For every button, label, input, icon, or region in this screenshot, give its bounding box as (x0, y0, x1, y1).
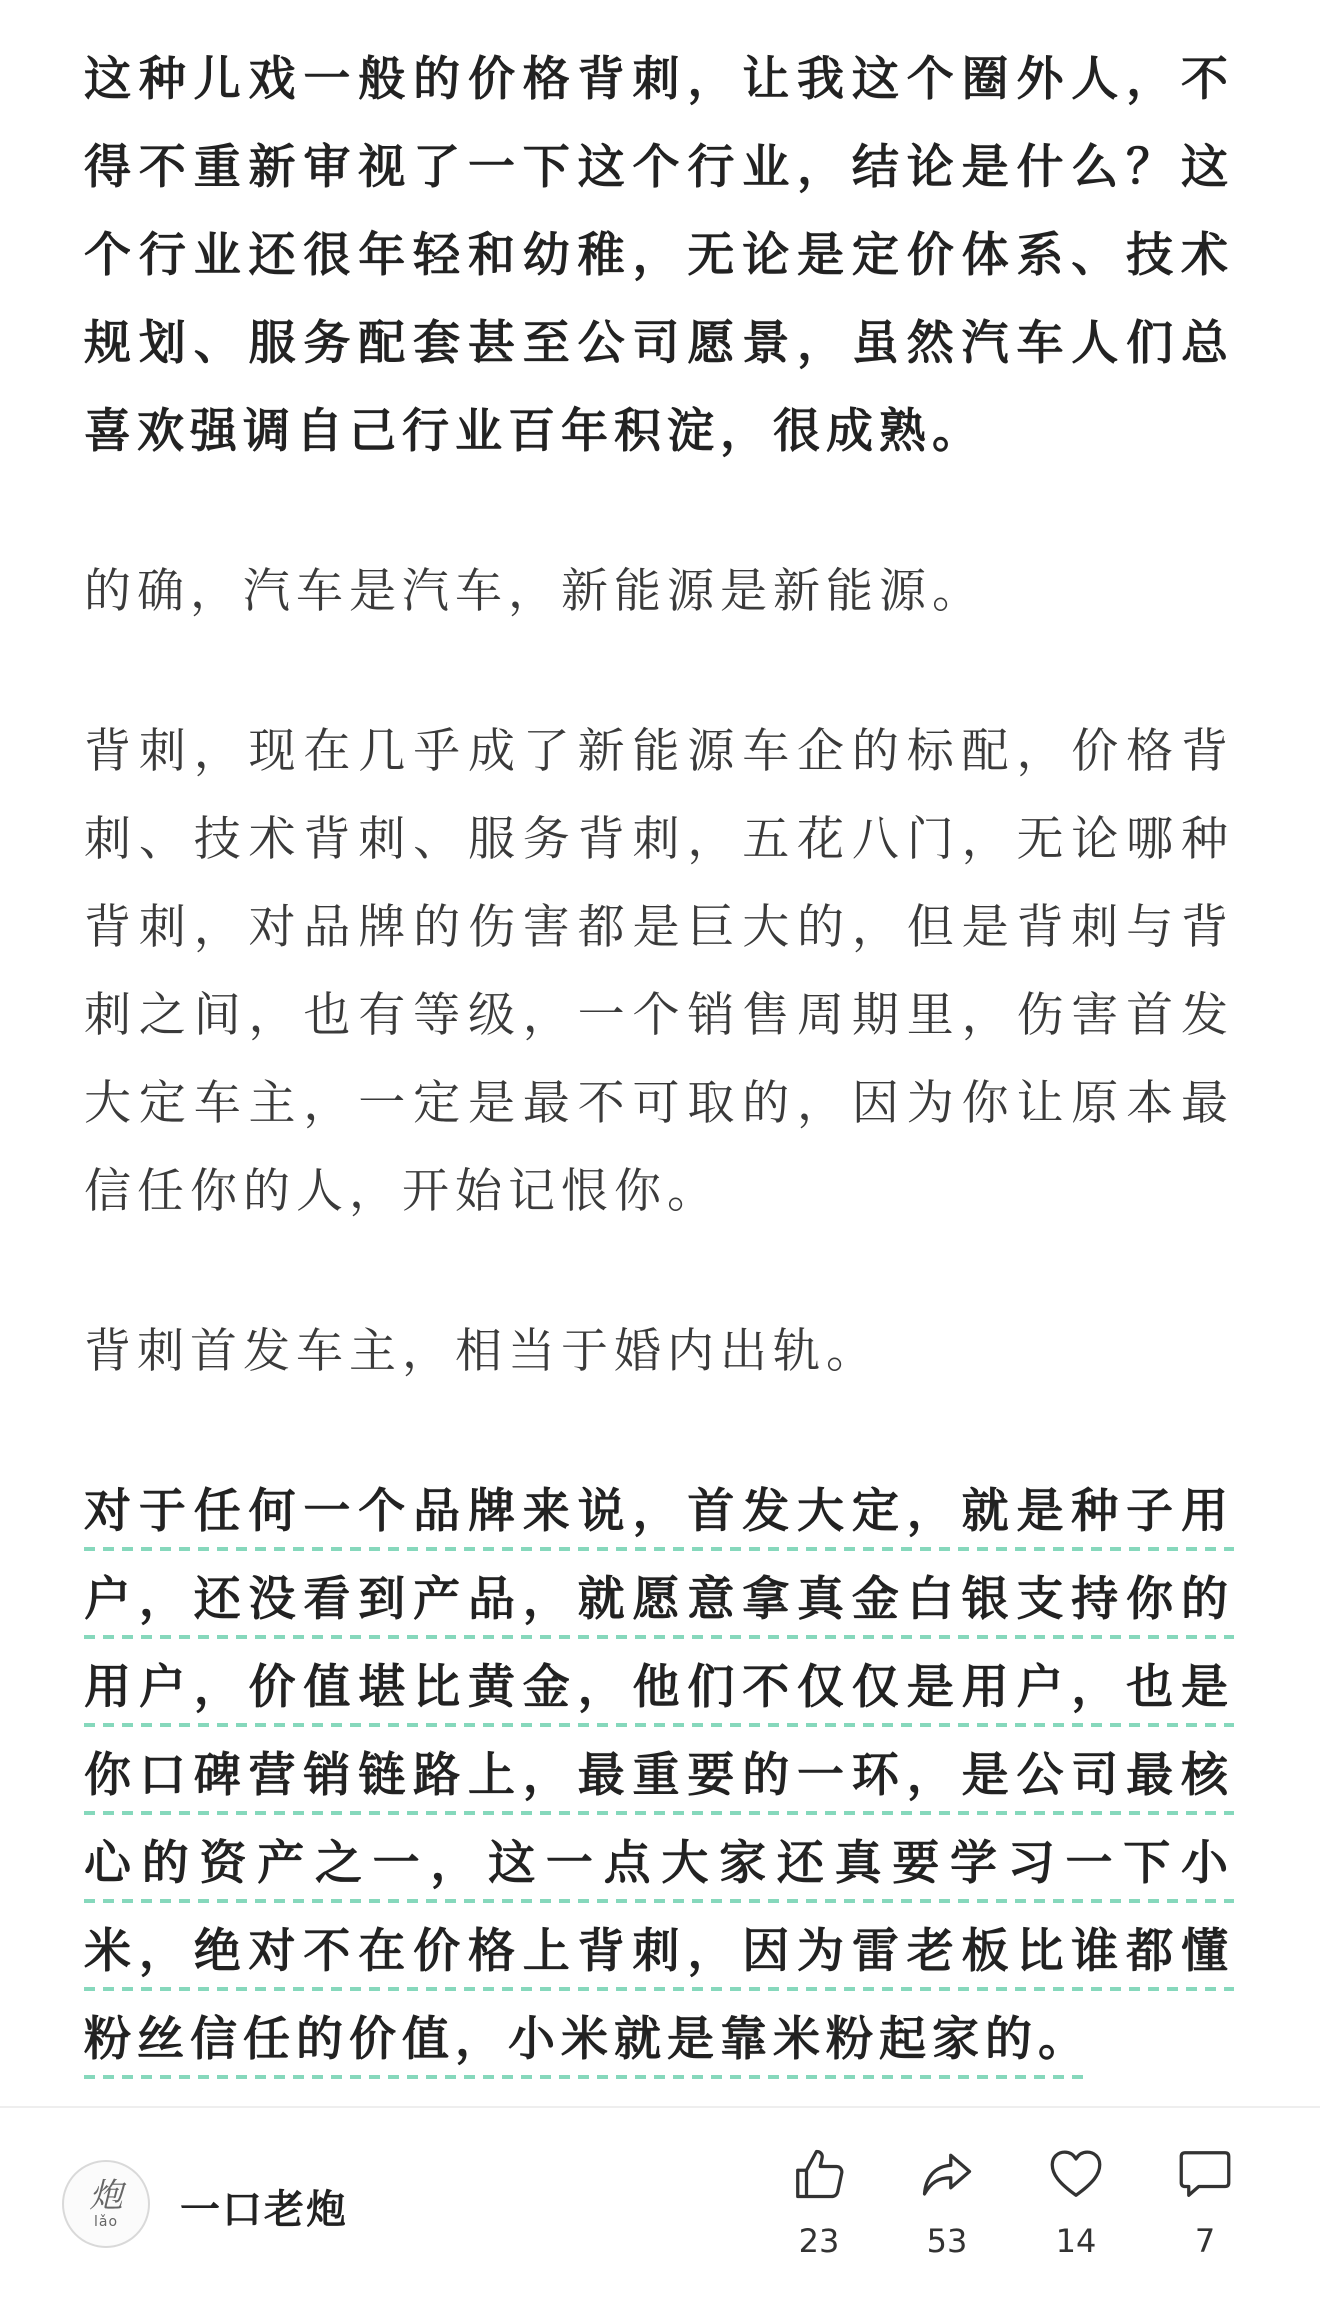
like-count: 23 (798, 2222, 840, 2260)
favorite-button[interactable] (1026, 2144, 1126, 2260)
article-paragraph-2: 的确，汽车是汽车，新能源是新能源。 (84, 564, 985, 619)
article-body (84, 36, 1234, 2084)
article-paragraph-1: 这种儿戏一般的价格背刺，让我这个圈外人，不得不重新审视了一下这个行业，结论是什么？这个行业还很年轻和幼稚，无论是定价体系、技术规划、服务配套甚至公司愿景，虽然汽车人们总喜欢强调自己行业百年积淀，很成熟。 (84, 52, 1234, 459)
favorite-count: 14 (1055, 2222, 1097, 2260)
post-footer-bar (0, 2106, 1320, 2304)
heart-icon (1046, 2144, 1106, 2204)
comment-bubble-icon (1175, 2144, 1235, 2204)
avatar-pinyin: lǎo (93, 2214, 119, 2230)
comment-count: 7 (1194, 2222, 1216, 2260)
share-count: 53 (926, 2222, 968, 2260)
highlighted-quote: 对于任何一个品牌来说，首发大定，就是种子用户，还没看到产品，就愿意拿真金白银支持你的用户，价值堪比黄金，他们不仅仅是用户，也是你口碑营销链路上，最重要的一环，是公司最核心的资产之一，这一点大家还真要学习一下小米，绝对不在价格上背刺，因为雷老板比谁都懂粉丝信任的价值，小米就是靠米粉起家的。 (84, 1484, 1234, 2079)
avatar-glyph: 炮 (89, 2176, 123, 2216)
share-arrow-icon (917, 2144, 977, 2204)
like-button[interactable] (769, 2144, 869, 2260)
thumbs-up-icon (789, 2144, 849, 2204)
author-avatar[interactable] (62, 2160, 150, 2248)
share-button[interactable] (897, 2144, 997, 2260)
article-paragraph-4: 背刺首发车主，相当于婚内出轨。 (84, 1324, 879, 1379)
comment-button[interactable] (1155, 2144, 1255, 2260)
article-paragraph-3: 背刺，现在几乎成了新能源车企的标配，价格背刺、技术背刺、服务背刺，五花八门，无论哪种背刺，对品牌的伤害都是巨大的，但是背刺与背刺之间，也有等级，一个销售周期里，伤害首发大定车主，一定是最不可取的，因为你让原本最信任你的人，开始记恨你。 (84, 724, 1234, 1219)
author-name[interactable]: 一口老炮 (180, 2187, 348, 2233)
article-paragraph-5-highlighted (84, 1468, 1234, 2084)
